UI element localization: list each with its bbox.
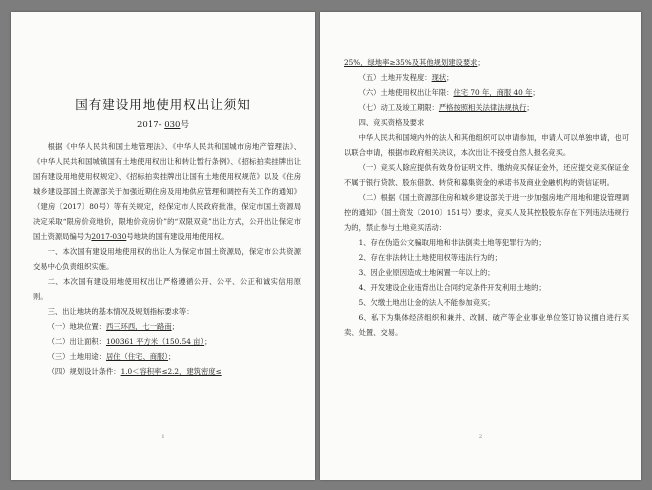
list-item: （七）动工及竣工期限：严格按照相关法律法规执行； (358, 103, 534, 112)
document-title: 国有建设用地使用权出让须知 (75, 97, 251, 112)
list-item: 6、私下为集体经济组织和兼并、改制、破产等企业事业单位签订协议擅自进行买卖、处置、交易。 (344, 313, 629, 337)
page-1-body (33, 139, 301, 379)
paragraph: （一）竞买人除应提供有效身份证明文件、缴纳竞买保证金外，还应提交竞买保证金不属于银行贷款、股东借款、转贷和募集资金的承诺书及商业金融机构的资信证明。 (344, 163, 629, 187)
list-item: （一）地块位置：西三环西，七一路南； (47, 322, 179, 331)
section-heading: 四、竞买资格及要求 (358, 118, 425, 127)
paragraph: （二）根据《国土资源部住房和城乡建设部关于进一步加强房地产用地和建设管理调控的通知》（国土资发〔2010〕151号）要求，竞买人及其控股股东存在下列违法违规行为的，禁止参与土地竞买活动： (344, 193, 629, 232)
list-item: （二）出让面积：100361 平方米（150.54 亩）； (47, 337, 212, 346)
list-item: （五）土地开发程度：现状； (358, 73, 454, 82)
paragraph: 根据《中华人民共和国土地管理法》、《中华人民共和国城市房地产管理法》、《中华人民共和国城镇国有土地使用权出让和转让暂行条例》、《招标拍卖挂牌出让国有建设用地使用权规定》、《招标拍卖挂牌出让国有土地使用权规范》以及《住房城乡建设部国土资源部关于加强近期住房及用地供应管理和调控有关工作的通知》（建房〔2017〕80号）等有关规定，经保定市人民政府批准，保定市国土资源局决定采取“限房价竞地价，限地价竞房价”的“双限双竞”出让方式，公开出让保定市国土资源局编号为2017-030号地块的国有建设用地使用权。 (33, 142, 301, 241)
document-page-1 (11, 12, 315, 480)
paragraph: 一、本次国有建设用地使用权的出让人为保定市国土资源局，保定市公共资源交易中心负责组织实施。 (33, 247, 301, 271)
list-item: （三）土地用途：居住（住宅、商服）； (47, 352, 176, 361)
list-item: （四）规划设计条件：1.0＜容积率≤2.2，建筑密度≤ (47, 367, 222, 376)
list-item: 4、开发建设企业违背出让合同约定条件开发利用土地的； (358, 283, 546, 292)
list-item-continued: 25%，绿地率≥35%及其他规划建设要求； (344, 58, 485, 67)
list-item: 1、存在伪造公文骗取用地和非法倒卖土地等犯罪行为的； (358, 238, 546, 247)
list-item: （六）土地使用权出让年限：住宅 70 年，商服 40 年； (358, 88, 540, 97)
page-number: 1 (161, 434, 165, 440)
list-item: 3、因企业原因造成土地闲置一年以上的； (358, 268, 495, 277)
page-number: 2 (478, 434, 483, 440)
paragraph: 中华人民共和国境内外的法人和其他组织可以申请参加，申请人可以单独申请，也可以联合申请，根据市政府相关决议，本次出让不接受自然人报名竞买。 (344, 133, 629, 157)
document-number: 2017- 030号 (137, 120, 189, 130)
list-item: 2、存在非法转让土地使用权等违法行为的； (358, 253, 502, 262)
page-2-body (344, 55, 629, 340)
paragraph: 三、出让地块的基本情况及规划指标要求等： (47, 307, 194, 316)
paragraph: 二、本次国有建设用地使用权出让严格遵循公开、公平、公正和诚实信用原则。 (33, 277, 301, 301)
list-item: 5、欠缴土地出让金的法人不能参加竞买； (358, 298, 495, 307)
document-page-2 (320, 12, 641, 480)
